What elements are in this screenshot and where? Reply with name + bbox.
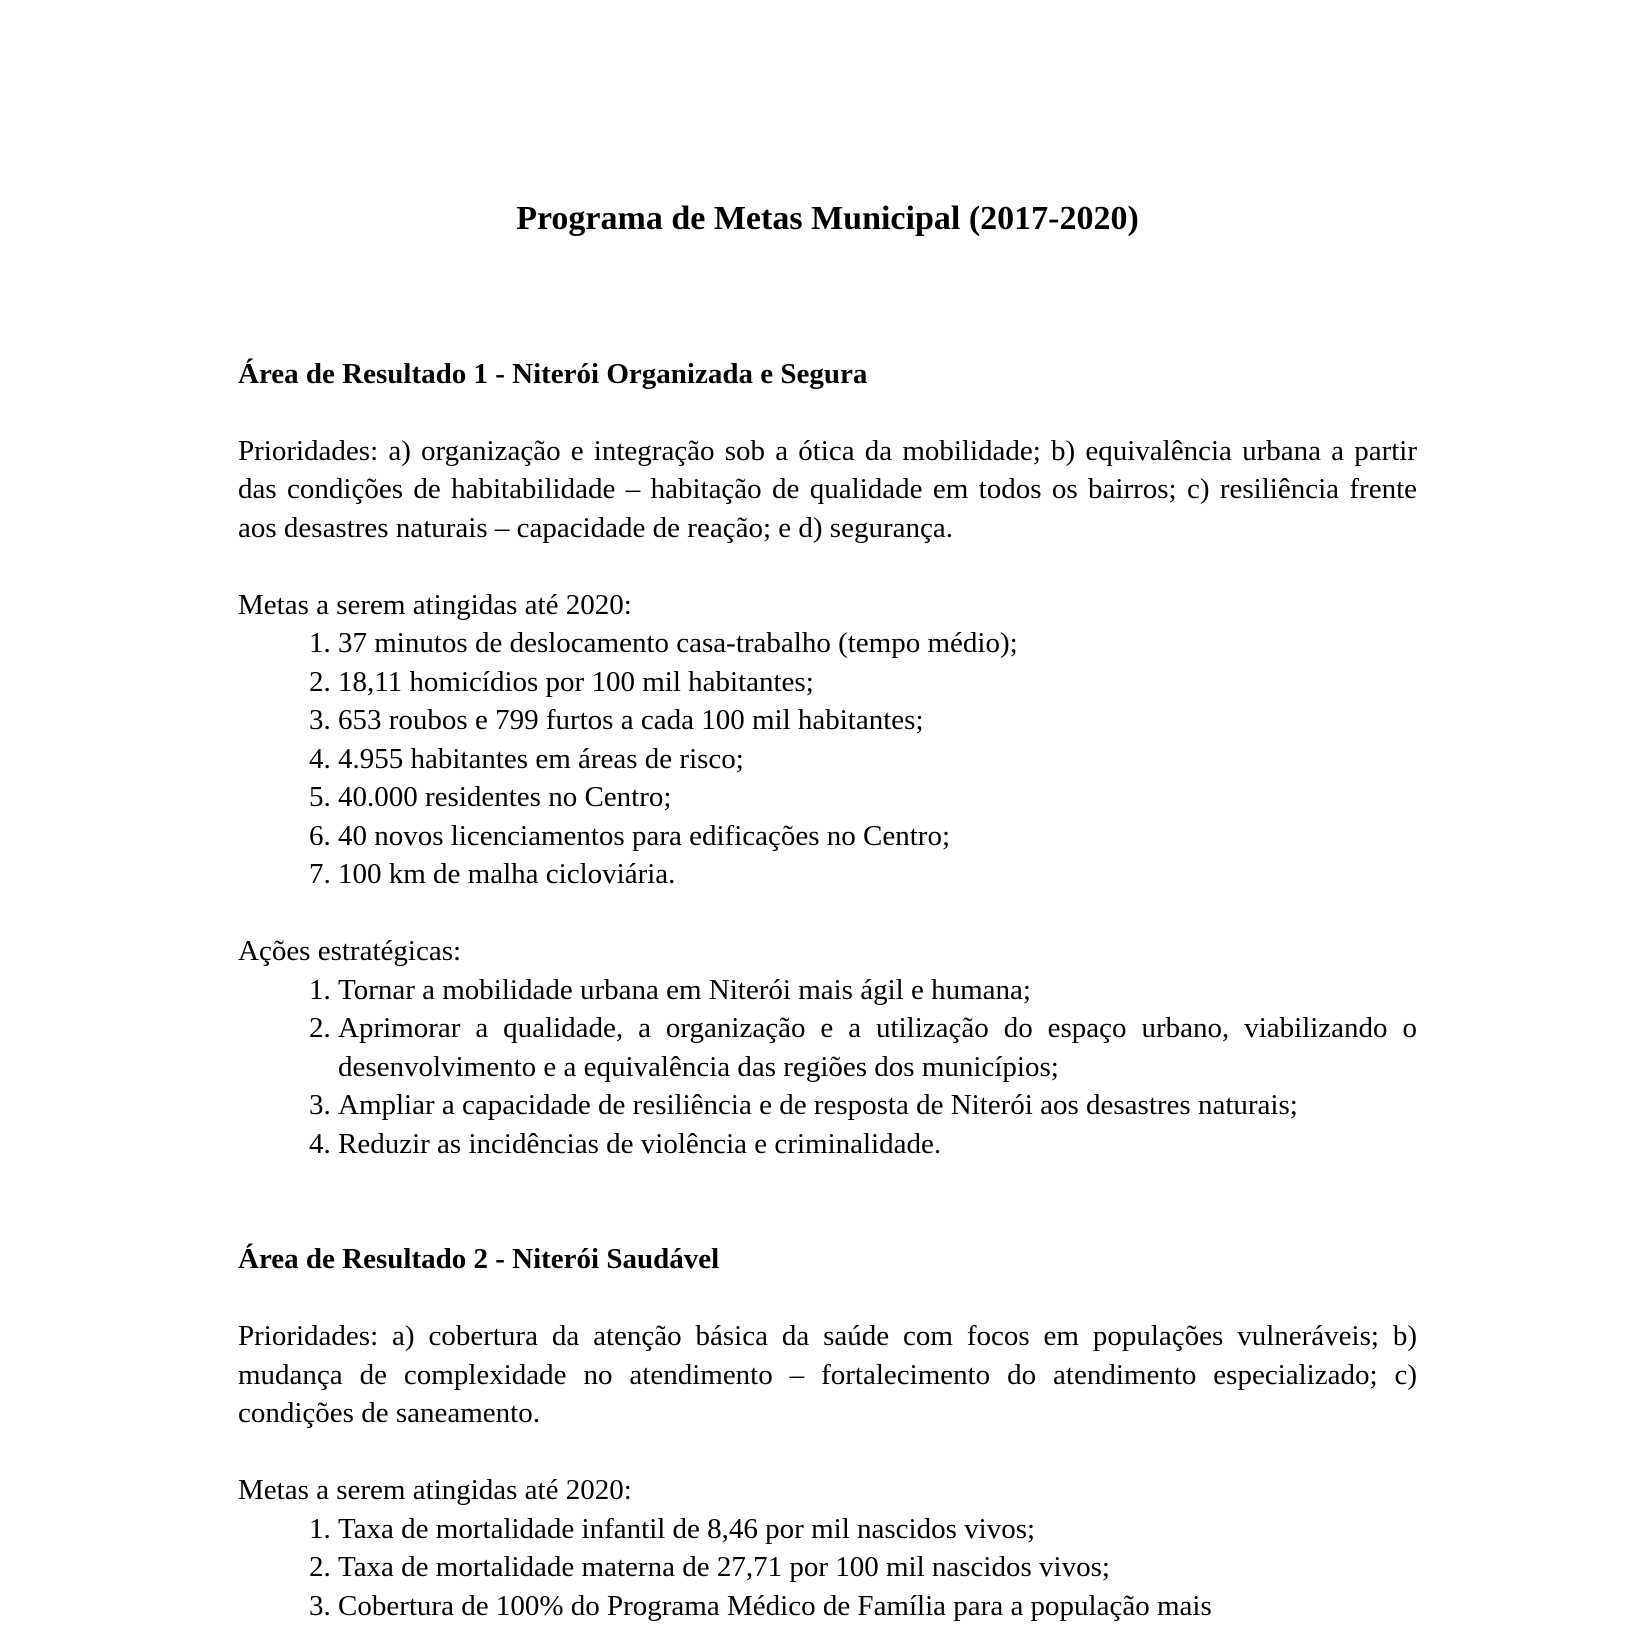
document-title: Programa de Metas Municipal (2017-2020) xyxy=(238,198,1417,240)
area-2-priorities: Prioridades: a) cobertura da atenção básica da saúde com focos em populações vulneráveis; b) mudança de complexidade no atendimento – fortalecimento do atendimento especializado; c) condições de saneamento. xyxy=(238,1317,1417,1433)
document-content xyxy=(238,198,1417,1625)
list-item: 3. Cobertura de 100% do Programa Médico de Família para a população mais xyxy=(338,1587,1417,1625)
area-2-goals-list xyxy=(238,1510,1417,1625)
list-item: 5. 40.000 residentes no Centro; xyxy=(338,778,1417,817)
area-1-heading: Área de Resultado 1 - Niterói Organizada e Segura xyxy=(238,355,1417,394)
list-item: 2. 18,11 homicídios por 100 mil habitantes; xyxy=(338,663,1417,702)
list-item: 4. Reduzir as incidências de violência e criminalidade. xyxy=(338,1125,1417,1164)
list-item: 4. 4.955 habitantes em áreas de risco; xyxy=(338,740,1417,779)
area-2-heading: Área de Resultado 2 - Niterói Saudável xyxy=(238,1240,1417,1279)
area-1-actions-label: Ações estratégicas: xyxy=(238,932,1417,971)
list-item: 3. Ampliar a capacidade de resiliência e de resposta de Niterói aos desastres naturais; xyxy=(338,1086,1417,1125)
area-1-priorities: Prioridades: a) organização e integração sob a ótica da mobilidade; b) equivalência urbana a partir das condições de habitabilidade – habitação de qualidade em todos os bairros; c) resiliência frente aos desastres naturais – capacidade de reação; e d) segurança. xyxy=(238,432,1417,548)
list-item: 1. Tornar a mobilidade urbana em Niterói mais ágil e humana; xyxy=(338,971,1417,1010)
area-1-goals-label: Metas a serem atingidas até 2020: xyxy=(238,586,1417,625)
list-item: 3. 653 roubos e 799 furtos a cada 100 mil habitantes; xyxy=(338,701,1417,740)
list-item: 1. Taxa de mortalidade infantil de 8,46 por mil nascidos vivos; xyxy=(338,1510,1417,1549)
list-item: 1. 37 minutos de deslocamento casa-trabalho (tempo médio); xyxy=(338,624,1417,663)
list-item: 2. Taxa de mortalidade materna de 27,71 por 100 mil nascidos vivos; xyxy=(338,1548,1417,1587)
area-1-goals-list xyxy=(238,624,1417,894)
area-1-actions-list xyxy=(238,971,1417,1164)
list-item: 7. 100 km de malha cicloviária. xyxy=(338,855,1417,894)
area-2-goals-label: Metas a serem atingidas até 2020: xyxy=(238,1471,1417,1510)
list-item: 6. 40 novos licenciamentos para edificações no Centro; xyxy=(338,817,1417,856)
list-item: 2. Aprimorar a qualidade, a organização e a utilização do espaço urbano, viabilizando o desenvolvimento e a equivalência das regiões dos municípios; xyxy=(338,1009,1417,1086)
